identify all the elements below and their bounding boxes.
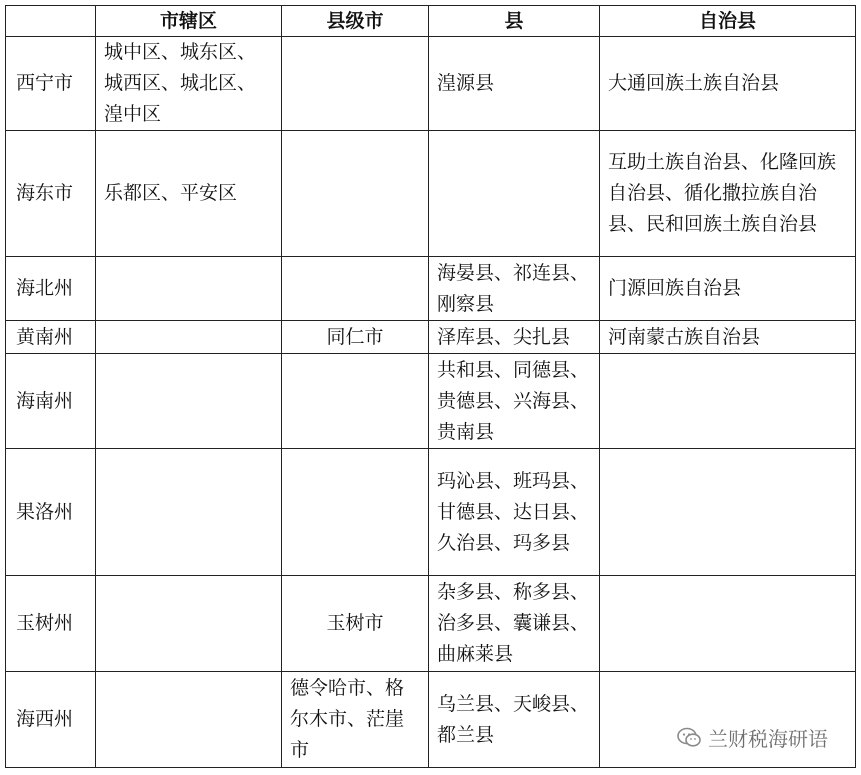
autonomous-counties-cell <box>600 576 856 672</box>
table-row <box>6 321 856 354</box>
header-county-cities: 县级市 <box>282 6 429 37</box>
county-cities-cell: 德令哈市、格尔木市、茫崖市 <box>282 672 429 768</box>
districts-cell <box>96 449 282 576</box>
counties-cell: 乌兰县、天峻县、都兰县 <box>429 672 600 768</box>
districts-cell <box>96 672 282 768</box>
autonomous-counties-cell: 大通回族土族自治县 <box>600 37 856 131</box>
prefecture-cell: 西宁市 <box>6 37 96 131</box>
table-row <box>6 354 856 449</box>
counties-cell: 湟源县 <box>429 37 600 131</box>
counties-cell: 杂多县、称多县、治多县、囊谦县、曲麻莱县 <box>429 576 600 672</box>
table-row <box>6 131 856 257</box>
header-prefecture <box>6 6 96 37</box>
table-row <box>6 37 856 131</box>
county-cities-cell <box>282 354 429 449</box>
counties-cell <box>429 131 600 257</box>
prefecture-cell: 黄南州 <box>6 321 96 354</box>
county-cities-cell <box>282 37 429 131</box>
header-districts: 市辖区 <box>96 6 282 37</box>
districts-cell: 乐都区、平安区 <box>96 131 282 257</box>
prefecture-cell: 果洛州 <box>6 449 96 576</box>
counties-cell: 泽库县、尖扎县 <box>429 321 600 354</box>
table-row <box>6 672 856 768</box>
autonomous-counties-cell <box>600 354 856 449</box>
autonomous-counties-cell: 互助土族自治县、化隆回族自治县、循化撒拉族自治县、民和回族土族自治县 <box>600 131 856 257</box>
districts-cell <box>96 257 282 321</box>
header-autonomous-counties: 自治县 <box>600 6 856 37</box>
wechat-official-account-icon <box>676 727 702 749</box>
watermark <box>676 723 828 752</box>
districts-cell <box>96 576 282 672</box>
county-cities-cell <box>282 257 429 321</box>
autonomous-counties-cell <box>600 672 856 768</box>
county-cities-cell <box>282 131 429 257</box>
prefecture-cell: 海南州 <box>6 354 96 449</box>
autonomous-counties-cell <box>600 449 856 576</box>
table-row <box>6 257 856 321</box>
counties-cell: 共和县、同德县、贵德县、兴海县、贵南县 <box>429 354 600 449</box>
prefecture-cell: 海北州 <box>6 257 96 321</box>
prefecture-cell: 玉树州 <box>6 576 96 672</box>
admin-divisions-table <box>5 5 856 768</box>
autonomous-counties-cell: 河南蒙古族自治县 <box>600 321 856 354</box>
table-row <box>6 576 856 672</box>
counties-cell: 玛沁县、班玛县、甘德县、达日县、久治县、玛多县 <box>429 449 600 576</box>
table-row <box>6 449 856 576</box>
prefecture-cell: 海东市 <box>6 131 96 257</box>
header-counties: 县 <box>429 6 600 37</box>
watermark-text: 兰财税海研语 <box>708 727 828 751</box>
header-row <box>6 6 856 37</box>
counties-cell: 海晏县、祁连县、刚察县 <box>429 257 600 321</box>
districts-cell <box>96 321 282 354</box>
districts-cell: 城中区、城东区、城西区、城北区、湟中区 <box>96 37 282 131</box>
county-cities-cell <box>282 449 429 576</box>
county-cities-cell: 玉树市 <box>282 576 429 672</box>
prefecture-cell: 海西州 <box>6 672 96 768</box>
county-cities-cell: 同仁市 <box>282 321 429 354</box>
districts-cell <box>96 354 282 449</box>
autonomous-counties-cell: 门源回族自治县 <box>600 257 856 321</box>
